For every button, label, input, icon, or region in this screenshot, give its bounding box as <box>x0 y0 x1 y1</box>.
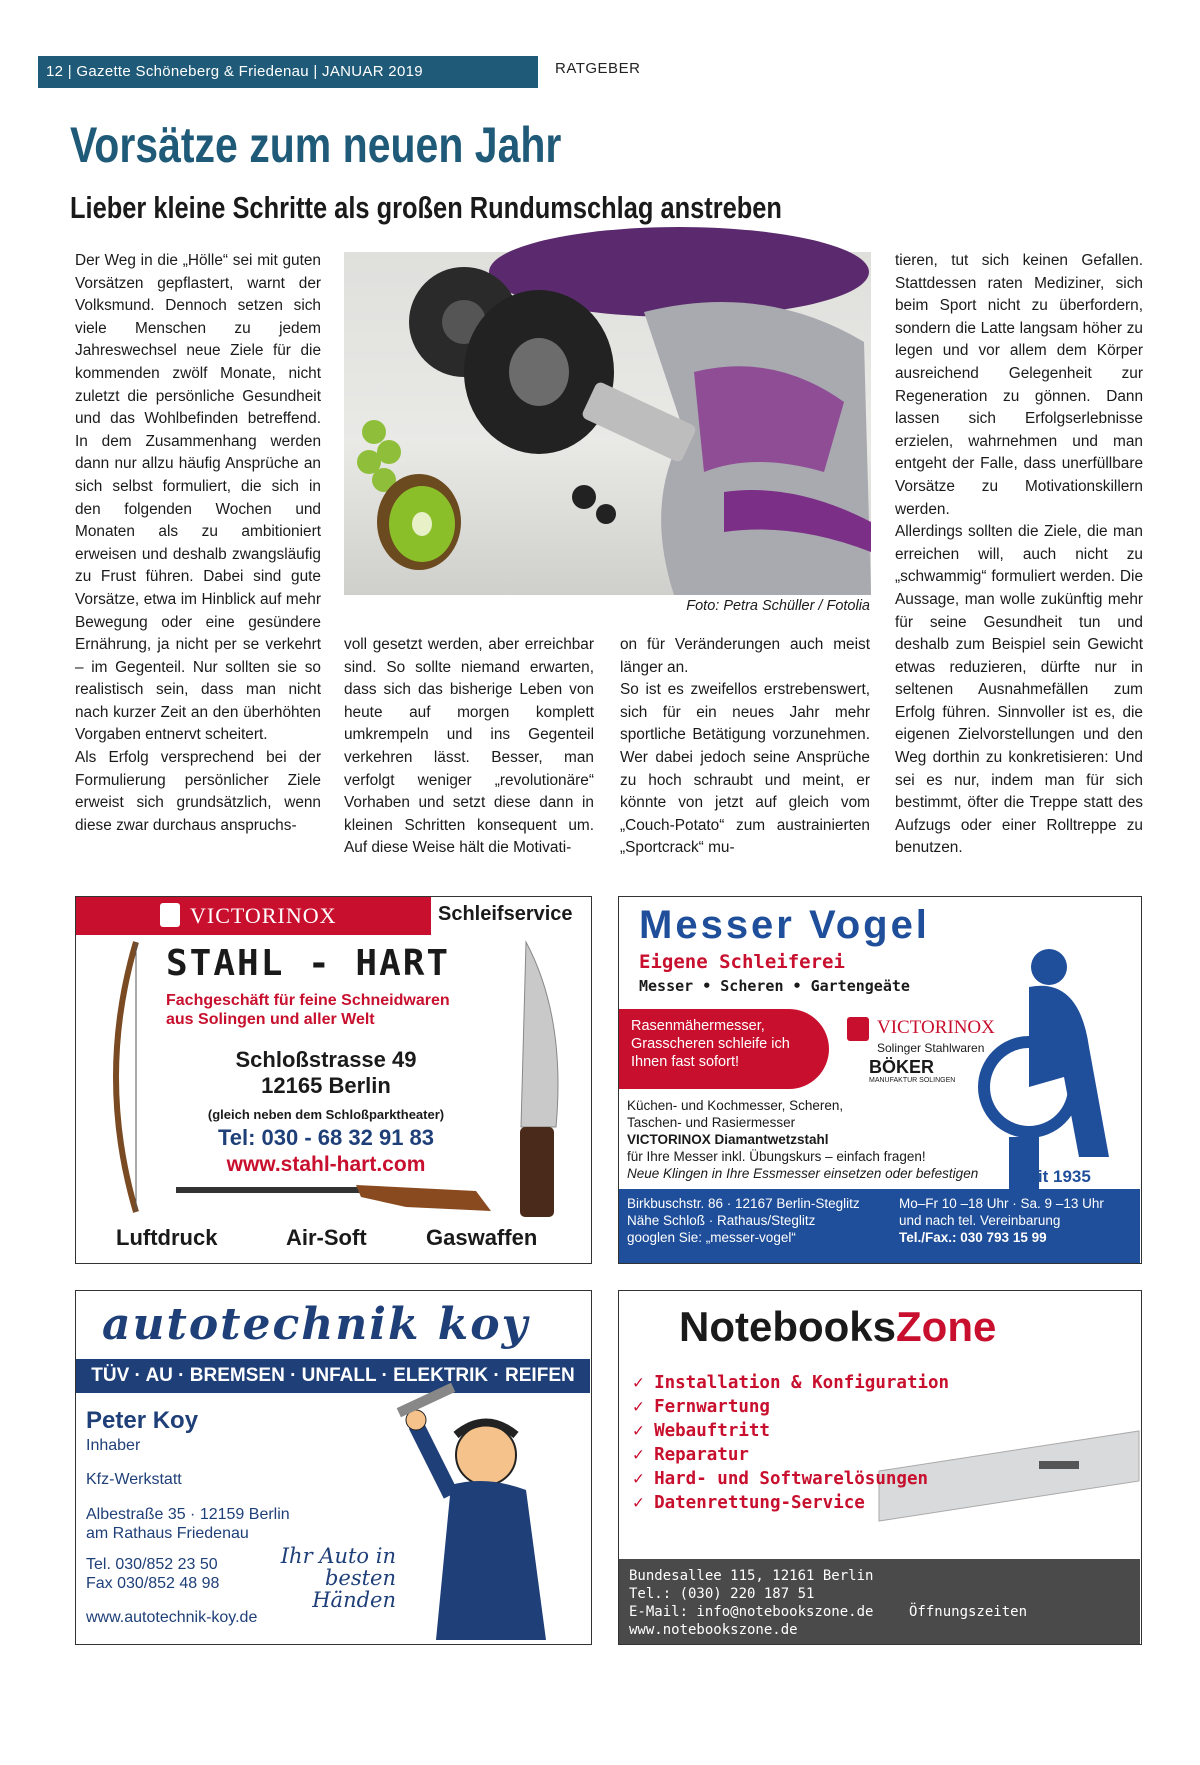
victorinox-sub: Solinger Stahlwaren <box>877 1041 985 1055</box>
nbz-website: www.notebookszone.de <box>629 1622 798 1638</box>
article-column-1 <box>75 250 321 837</box>
address-line: Nähe Schloß · Rathaus/Steglitz <box>627 1213 816 1228</box>
koy-logo: autotechnik koy <box>102 1299 530 1350</box>
koy-phone: Tel. 030/852 23 50 <box>86 1556 218 1573</box>
tagline-line: aus Solingen und aller Welt <box>166 1011 375 1028</box>
service-item: ✓ Datenrettung-Service <box>633 1493 865 1513</box>
swiss-cross-icon <box>160 903 180 927</box>
logo-part-b: Zone <box>896 1303 997 1350</box>
paragraph: voll gesetzt werden, aber erreichbar sind. So sollte niemand erwarten, dass sich das bisherige Leben von heute auf morgen komplett umkrempeln und ins Gegenteil verkehren lässt. Besser, man verfolgt weniger „revolutionäre“ Vorhaben und setzt diese dann in kleinen Schritten konsequent um. Auf diese Weise hält die Motivati- <box>344 636 594 857</box>
koy-person: Peter Koy <box>86 1407 199 1434</box>
grapes <box>357 420 401 492</box>
stahl-website[interactable]: www.stahl-hart.com <box>226 1153 426 1176</box>
paragraph: Der Weg in die „Hölle“ sei mit guten Vorsätzen gepflastert, warnt der Volksmund. Dennoch setzen sich viele Menschen zu jedem Jahreswechsel neue Ziele für die kommenden zwölf Monate, nicht zuletzt die persönliche Gesundheit und das Wohlbefinden betreffend. In dem Zusammenhang werden dann nur allzu häufig Ansprüche an sich selbst formuliert, die sich in den folgenden Wochen und Monaten als zu ambitioniert erweisen und deshalb zwangsläufig zu Frust führen. Dabei sind gute Vorsätze, etwa im Hinblick auf mehr Bewegung oder eine gesündere Ernährung, ja nicht per se verkehrt – im Gegenteil. Nur sollten sie so realistisch sein, dass man nicht nach kurzer Zeit an den überhöhten Vorgaben entnervt scheitert. <box>75 252 321 744</box>
service-item: ✓ Fernwartung <box>633 1397 770 1417</box>
paragraph: on für Veränderungen auch meist länger an. <box>620 636 870 676</box>
victorinox-logo: VICTORINOX <box>190 903 337 928</box>
service-label: Reparatur <box>654 1445 749 1465</box>
ad-autotechnik-koy[interactable] <box>75 1290 592 1645</box>
air-rifle-icon <box>176 1177 496 1217</box>
bow-icon <box>96 937 156 1217</box>
hours-line: Mo-Fr 10.00-18.00 Uhr <box>909 1658 1095 1674</box>
fitness-photo <box>344 252 871 595</box>
vogel-hours <box>899 1195 1104 1246</box>
ad-messer-vogel[interactable] <box>618 896 1142 1264</box>
paragraph: Allerdings sollten die Ziele, die man erreichen will, auch nicht zu „schwammig“ formuliert werden. Die Aussage, man wolle zukünftig mehr für seine Gesundheit tun und deshalb zum Beispiel sein Gewicht etwas reduzieren, dürfte nur in seltenen Ausnahmefällen zum Erfolg führen. Sinnvoller ist es, die eigenen Zielvorstellungen und den Weg dorthin zu konkretisieren: Und sei es nur, indem man für sich bestimmt, öfter die Treppe statt des Aufzugs oder einer Rolltreppe zu benutzen. <box>895 523 1143 857</box>
koy-slogan <box>276 1545 396 1611</box>
service-label: Webauftritt <box>654 1421 770 1441</box>
nbz-address <box>629 1567 873 1639</box>
messer-vogel-logo: Messer Vogel <box>639 903 930 947</box>
section-label: RATGEBER <box>555 60 641 77</box>
stahl-address <box>196 1047 456 1099</box>
page-info: 12 | Gazette Schöneberg & Friedenau | JANUAR 2019 <box>46 63 423 80</box>
address-line: Birkbuschstr. 86 · 12167 Berlin-Steglitz <box>627 1196 860 1211</box>
nbz-footer <box>619 1559 1140 1728</box>
service-line: für Ihre Messer inkl. Übungskurs – einfach fragen! <box>627 1149 926 1164</box>
service-line: VICTORINOX Diamantwetzstahl <box>627 1132 829 1147</box>
boker-logo: BÖKER <box>869 1057 935 1077</box>
service-item: ✓ Hard- und Softwarelösungen <box>633 1469 929 1489</box>
category-gaswaffen: Gaswaffen <box>426 1225 538 1250</box>
paragraph: So ist es zweifellos erstrebenswert, sich für ein neues Jahr mehr sportliche Betätigung vorzunehmen. Wer dabei jedoch seine Ansprüche zu hoch schraubt und meint, er könnte von jetzt auf gleich vom „Couch-Potato“ zum austrainierten „Sportcrack“ mu- <box>620 681 870 857</box>
hours-line: und nach tel. Vereinbarung <box>899 1213 1061 1228</box>
paragraph: tieren, tut sich keinen Gefallen. Stattdessen raten Mediziner, sich beim Sport nicht zu überfordern, sondern die Latte langsam höher zu legen und vor allem dem Körper ausreichend Gelegenheit zur Regeneration zu gönnen. Dann lassen sich Erfolgserlebnisse erzielen, wahrnehmen und man entgeht der Falle, dass unerfüllbare Vorsätze zu Motivationskillern werden. <box>895 252 1143 518</box>
service-label: Hard- und Softwarelösungen <box>654 1469 929 1489</box>
address-line: Bundesallee 115, 12161 Berlin <box>629 1568 874 1584</box>
ad-stahl-hart[interactable] <box>75 896 592 1264</box>
service-line: Küchen- und Kochmesser, Scheren, <box>627 1098 844 1113</box>
swiss-cross-icon <box>847 1017 869 1041</box>
slogan-line: besten Händen <box>312 1566 396 1612</box>
koy-fax: Fax 030/852 48 98 <box>86 1575 220 1592</box>
nbz-hours <box>909 1567 1111 1765</box>
koy-contact <box>86 1555 219 1593</box>
service-item: ✓ Reparatur <box>633 1445 749 1465</box>
stahl-tagline <box>166 991 450 1029</box>
hours-line: Sa 10.00-14.00 Uhr <box>909 1712 1112 1728</box>
stahl-hart-logo: STAHL - HART <box>166 943 451 984</box>
category-airsoft: Air-Soft <box>286 1225 367 1250</box>
vogel-address <box>627 1195 860 1246</box>
koy-address <box>86 1505 290 1543</box>
photo-caption: Foto: Petra Schüller / Fotolia <box>686 598 870 614</box>
tagline-line: Fachgeschäft für feine Schneidwaren <box>166 992 450 1009</box>
address-line: am Rathaus Friedenau <box>86 1525 249 1542</box>
page-header-bar <box>38 56 538 88</box>
hours-title: Öffnungszeiten <box>909 1604 1028 1620</box>
location-note: (gleich neben dem Schloßparktheater) <box>207 1107 445 1122</box>
article-column-3 <box>620 634 870 860</box>
article-title: Vorsätze zum neuen Jahr <box>70 117 562 173</box>
nbz-service-list <box>633 1371 949 1515</box>
article-column-2 <box>344 634 594 860</box>
vogel-footer <box>619 1189 1140 1263</box>
koy-website[interactable]: www.autotechnik-koy.de <box>86 1609 258 1626</box>
service-label: Installation & Konfiguration <box>654 1373 950 1393</box>
vogel-sub1: Eigene Schleiferei <box>639 951 845 973</box>
paragraph: Als Erfolg versprechend bei der Formulierung persönlicher Ziele erweist sich grundsätzlich, wenn diese zwar durchaus anspruchs- <box>75 749 321 834</box>
koy-type: Kfz-Werkstatt <box>86 1471 182 1488</box>
service-item: ✓ Webauftritt <box>633 1421 770 1441</box>
promo-text: Rasenmähermesser, Grasscheren schleife ich Ihnen fast sofort! <box>631 1018 790 1070</box>
service-line: Neue Klingen in Ihre Essmesser einsetzen oder befestigen <box>627 1166 979 1181</box>
koy-services-bar <box>76 1359 590 1393</box>
vogel-promo <box>619 1009 829 1089</box>
logo-part-a: Notebooks <box>679 1303 897 1350</box>
slogan-line: Ihr Auto in <box>280 1544 396 1568</box>
service-label: Fernwartung <box>654 1397 770 1417</box>
city: 12165 Berlin <box>261 1073 391 1098</box>
service-label: Datenrettung-Service <box>654 1493 865 1513</box>
mechanic-cartoon-icon <box>396 1395 586 1640</box>
koy-role: Inhaber <box>86 1437 141 1454</box>
street: Schloßstrasse 49 <box>235 1047 417 1072</box>
victorinox-logo: VICTORINOX <box>877 1017 995 1038</box>
services-text: TÜV · AU · BREMSEN · UNFALL · ELEKTRIK · REIFEN <box>91 1365 575 1386</box>
address-line: Albestraße 35 · 12159 Berlin <box>86 1506 290 1523</box>
category-luftdruck: Luftdruck <box>116 1225 218 1250</box>
notebookszone-logo <box>679 1303 996 1351</box>
victorinox-bar <box>76 897 431 935</box>
since-label: seit 1935 <box>1019 1167 1091 1186</box>
article-column-4 <box>895 250 1143 860</box>
service-item: ✓ Installation & Konfiguration <box>633 1373 950 1393</box>
article-subtitle: Lieber kleine Schritte als großen Rundumschlag anstreben <box>70 190 782 225</box>
vogel-sub2: Messer • Scheren • Gartengeäte <box>639 977 910 995</box>
address-line: googlen Sie: „messer-vogel“ <box>627 1230 796 1245</box>
service-line: Taschen- und Rasiermesser <box>627 1115 796 1130</box>
dumbbell-sneaker-illustration <box>344 252 871 595</box>
vogel-phone: Tel./Fax.: 030 793 15 99 <box>899 1230 1047 1245</box>
ad-notebookszone[interactable] <box>618 1290 1142 1728</box>
stahl-phone: Tel: 030 - 68 32 91 83 <box>217 1125 435 1150</box>
chef-knife-icon <box>496 937 586 1227</box>
vogel-services <box>627 1097 978 1182</box>
earphone <box>572 485 596 509</box>
schleifservice-label: Schleifservice <box>438 903 573 925</box>
hours-line: Mo–Fr 10 –18 Uhr · Sa. 9 –13 Uhr <box>899 1196 1104 1211</box>
nbz-email: E-Mail: info@notebookszone.de <box>629 1604 874 1620</box>
nbz-phone: Tel.: (030) 220 187 51 <box>629 1586 815 1602</box>
boker-sub: MANUFAKTUR SOLINGEN <box>869 1077 956 1084</box>
